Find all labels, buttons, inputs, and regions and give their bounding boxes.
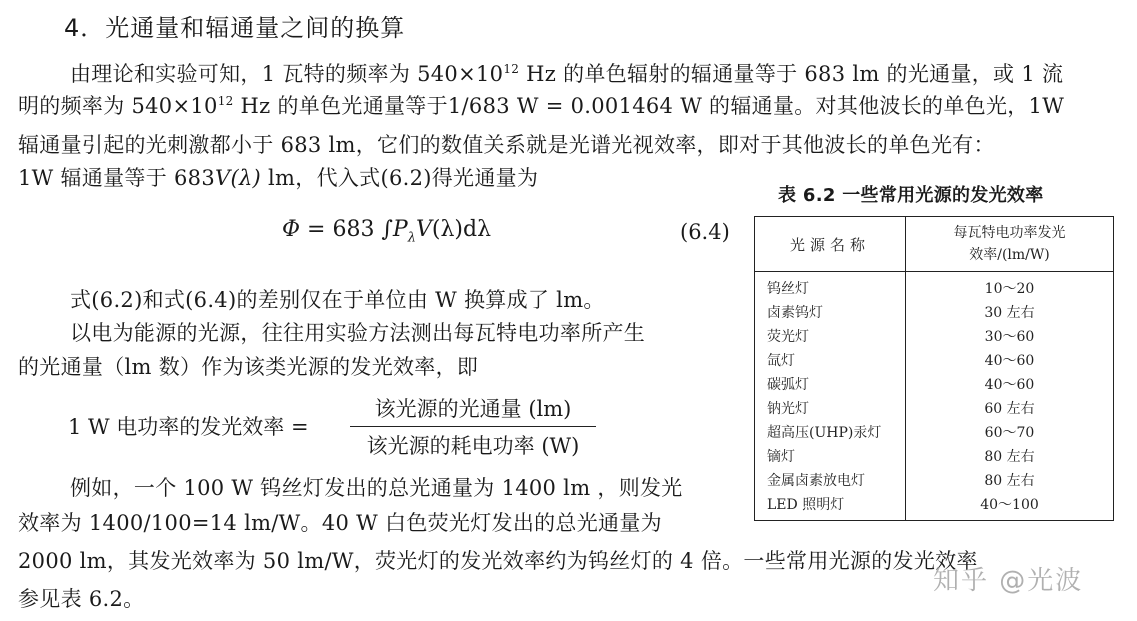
- paragraph-line: 以电为能源的光源，往往用实验方法测出每瓦特电功率所产生: [70, 321, 646, 345]
- paragraph-line: 明的频率为 $540\times 10^{12}$ Hz 的单色光通量等于1/683 W = 0.001464 W 的辐通量。对其他波长的单色光，1W: [18, 94, 1065, 118]
- table-row: 钠光灯 60 左右: [755, 396, 1114, 420]
- paragraph-line: 辐通量引起的光刺激都小于 683 lm，它们的数值关系就是光谱光视效率，即对于其他波长的单色光有：: [18, 133, 995, 157]
- equation-6-4: Φ = 683 $\int P_\lambda V(\lambda)d\lambda$: [282, 217, 492, 246]
- watermark: 知乎 @光波: [933, 566, 1084, 596]
- table-caption: 表 6.2 一些常用光源的发光效率: [778, 185, 1044, 206]
- paragraph-line: 1W 辐通量等于 683V(λ) lm，代入式(6.2)得光通量为: [18, 166, 539, 190]
- table-row: LED 照明灯 40～100: [755, 492, 1114, 521]
- efficiency-formula-lhs: 1 W 电功率的发光效率 =: [68, 415, 309, 439]
- table-row: 碳弧灯 40～60: [755, 372, 1114, 396]
- equation-number: (6.4): [680, 220, 730, 244]
- paragraph-line: 2000 lm，其发光效率为 50 lm/W，荧光灯的发光效率约为钨丝灯的 4 倍。一些常用光源的发光效率: [18, 549, 978, 573]
- paragraph-line: 的光通量（lm 数）作为该类光源的发光效率，即: [18, 355, 479, 379]
- table-row: 卤素钨灯 30 左右: [755, 300, 1114, 324]
- header-efficiency: 每瓦特电功率发光 效率/(lm/W): [906, 217, 1114, 272]
- formula-denominator: 该光源的耗电功率 (W): [366, 434, 580, 458]
- table-header-row: [755, 217, 1114, 272]
- table-row: 超高压(UHP)汞灯 60～70: [755, 420, 1114, 444]
- section-heading: 4．光通量和辐通量之间的换算: [64, 14, 406, 42]
- table-row: 荧光灯 30～60: [755, 324, 1114, 348]
- table-row: 氙灯 40～60: [755, 348, 1114, 372]
- light-source-efficiency-table: [754, 216, 1114, 521]
- paragraph-line: 参见表 6.2。: [18, 587, 145, 611]
- paragraph-line: 效率为 1400/100=14 lm/W。40 W 白色荧光灯发出的总光通量为: [18, 511, 662, 535]
- efficiency-formula-fraction: [350, 393, 596, 460]
- paragraph-line: 式(6.2)和式(6.4)的差别仅在于单位由 W 换算成了 lm。: [70, 288, 605, 312]
- table-row: 钨丝灯 10～20: [755, 272, 1114, 301]
- formula-numerator: 该光源的光通量 (lm): [350, 393, 596, 427]
- header-source-name: 光源名称: [755, 217, 906, 272]
- paragraph-line: 例如，一个 100 W 钨丝灯发出的总光通量为 1400 lm ，则发光: [70, 476, 683, 500]
- table-row: 金属卤素放电灯 80 左右: [755, 468, 1114, 492]
- table-row: 镝灯 80 左右: [755, 444, 1114, 468]
- paragraph-line: 由理论和实验可知，1 瓦特的频率为 $540\times 10^{12}$ Hz 的单色辐射的辐通量等于 683 lm 的光通量，或 1 流: [70, 62, 1064, 86]
